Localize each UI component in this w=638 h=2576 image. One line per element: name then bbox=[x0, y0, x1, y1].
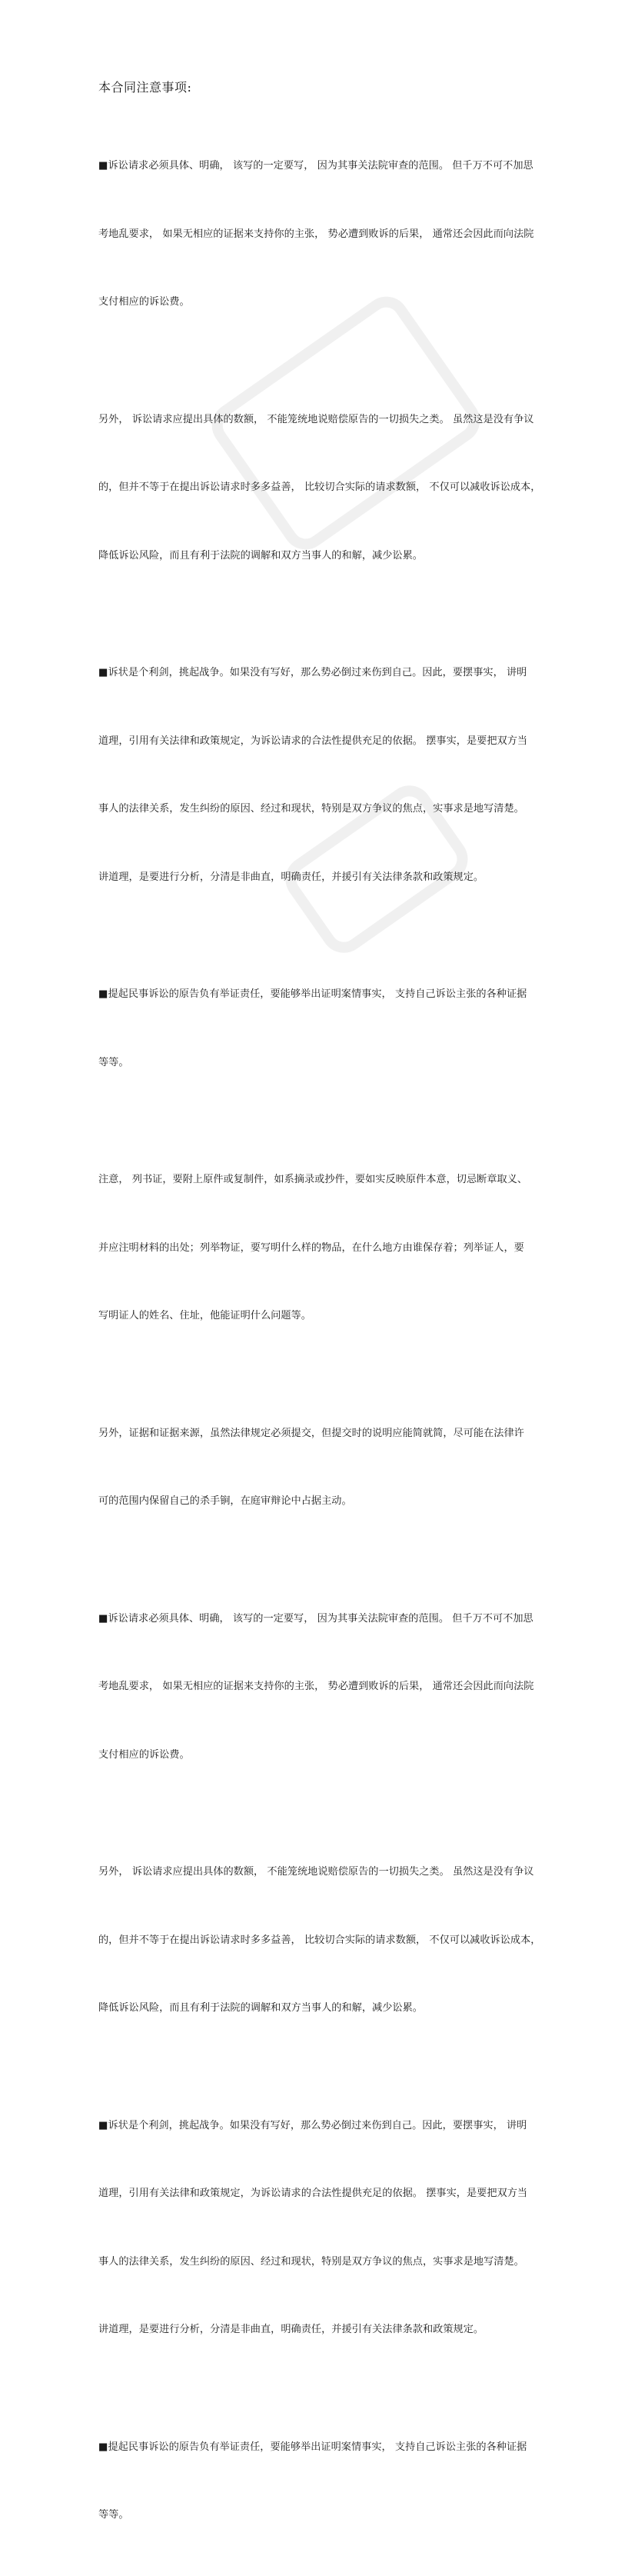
paragraph bbox=[98, 1377, 544, 1558]
paragraph bbox=[98, 1815, 544, 2065]
text-line: 道理，引用有关法律和政策规定，为诉讼请求的合法性提供充足的依据。 摆事实，是要把双方当 bbox=[98, 735, 528, 747]
text-line: 写明证人的姓名、住址，他能证明什么问题等。 bbox=[98, 1310, 311, 1321]
paragraph bbox=[98, 938, 544, 1119]
text-line: 可的范围内保留自己的杀手锏，在庭审辩论中占据主动。 bbox=[98, 1495, 352, 1507]
text-line: 事人的法律关系，发生纠纷的原因、经过和现状，特别是双方争议的焦点，实事求是地写清楚。 bbox=[98, 2255, 524, 2268]
paragraph bbox=[98, 1123, 544, 1373]
text-line: ■诉状是个利剑，挑起战争。如果没有写好，那么势必倒过来伤到自己。因此，要摆事实， 讲明 bbox=[98, 667, 527, 678]
text-line: 支付相应的诉讼费。 bbox=[98, 296, 190, 308]
paragraph bbox=[98, 1562, 544, 1812]
text-line: ■诉状是个利剑，挑起战争。如果没有写好，那么势必倒过来伤到自己。因此，要摆事实， 讲明 bbox=[98, 2119, 527, 2131]
text-line: ■诉讼请求必须具体、明确， 该写的一定要写， 因为其事关法院审查的范围。 但千万不可不加思 bbox=[98, 160, 533, 172]
text-line: 的，但并不等于在提出诉讼请求时多多益善， 比较切合实际的请求数额， 不仅可以减收诉讼成本， bbox=[98, 1934, 541, 1946]
text-line: 考地乱要求， 如果无相应的证据来支持你的主张， 势必遭到败诉的后果， 通常还会因此而向法院 bbox=[98, 1681, 534, 1692]
text-line: ■提起民事诉讼的原告负有举证责任，要能够举出证明案情事实， 支持自己诉讼主张的各种证据 bbox=[98, 988, 527, 1000]
document-body bbox=[98, 77, 544, 2576]
text-line: ■诉讼请求必须具体、明确， 该写的一定要写， 因为其事关法院审查的范围。 但千万不可不加思 bbox=[98, 1612, 533, 1625]
text-line: 事人的法律关系，发生纠纷的原因、经过和现状，特别是双方争议的焦点，实事求是地写清楚。 bbox=[98, 803, 524, 815]
text-line: 另外，证据和证据来源，虽然法律规定必须提交，但提交时的说明应能简就简，尽可能在法律许 bbox=[98, 1427, 524, 1439]
text-line: 另外， 诉讼请求应提出具体的数额， 不能笼统地说赔偿原告的一切损失之类。 虽然这是没有争议 bbox=[98, 1866, 534, 1878]
paragraph bbox=[98, 616, 544, 934]
text-line: 的，但并不等于在提出诉讼请求时多多益善， 比较切合实际的请求数额， 不仅可以减收诉讼成本， bbox=[98, 482, 541, 493]
text-line: 降低诉讼风险，而且有利于法院的调解和双方当事人的和解，减少讼累。 bbox=[98, 549, 423, 562]
text-line: 支付相应的诉讼费。 bbox=[98, 1748, 190, 1761]
text-line: 等等。 bbox=[98, 1056, 129, 1068]
paragraph bbox=[98, 2069, 544, 2387]
paragraph bbox=[98, 109, 544, 359]
text-line: 考地乱要求， 如果无相应的证据来支持你的主张， 势必遭到败诉的后果， 通常还会因此而向法院 bbox=[98, 228, 534, 240]
text-line: 道理，引用有关法律和政策规定，为诉讼请求的合法性提供充足的依据。 摆事实，是要把双方当 bbox=[98, 2188, 528, 2199]
paragraph bbox=[98, 363, 544, 613]
text-line: 降低诉讼风险，而且有利于法院的调解和双方当事人的和解，减少讼累。 bbox=[98, 2002, 423, 2014]
paragraph bbox=[98, 2391, 544, 2572]
text-line: 注意， 列书证，要附上原件或复制件，如系摘录或抄件，要如实反映原件本意，切忌断章取义、 bbox=[98, 1174, 528, 1185]
text-line: 另外， 诉讼请求应提出具体的数额， 不能笼统地说赔偿原告的一切损失之类。 虽然这是没有争议 bbox=[98, 413, 534, 425]
text-line: ■提起民事诉讼的原告负有举证责任，要能够举出证明案情事实， 支持自己诉讼主张的各种证据 bbox=[98, 2441, 527, 2453]
text-line: 讲道理，是要进行分析，分清是非曲直，明确责任，并援引有关法律条款和政策规定。 bbox=[98, 871, 484, 883]
text-line: 并应注明材料的出处；列举物证，要写明什么样的物品，在什么地方由谁保存着；列举证人，要 bbox=[98, 1241, 524, 1254]
text-line: 讲道理，是要进行分析，分清是非曲直，明确责任，并援引有关法律条款和政策规定。 bbox=[98, 2324, 484, 2335]
document-title: 本合同注意事项: bbox=[98, 80, 192, 95]
text-line: 等等。 bbox=[98, 2509, 129, 2521]
